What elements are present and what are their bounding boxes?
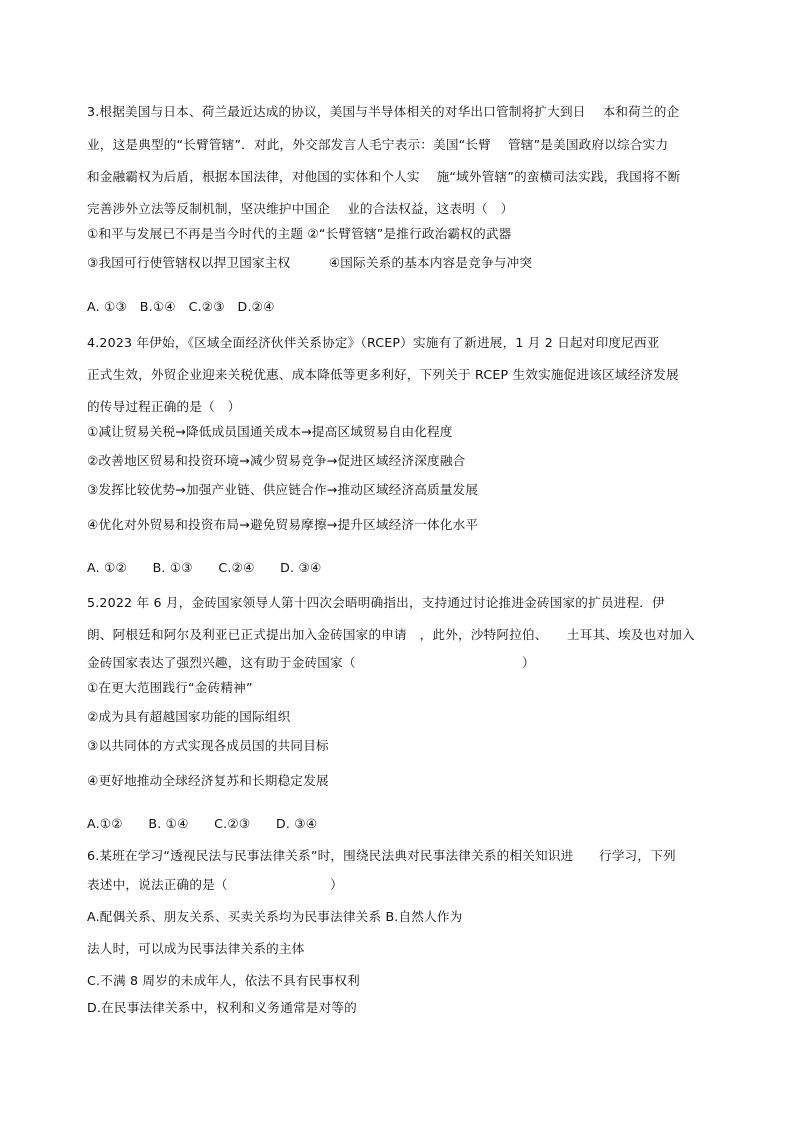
q4-stem-line-2: 正式生效，外贸企业迎来关税优惠、成本降低等更多利好，下列关于 RCEP 生效实施促进该区域经济发展 bbox=[87, 367, 679, 382]
q5-stem-line-3: 金砖国家表达了强烈兴趣，这有助于金砖国家（ ） bbox=[87, 655, 535, 670]
q5-stem-line-1: 5.2022 年 6 月，金砖国家领导人第十四次会晤明确指出，支持通过讨论推进金砖国家的扩员进程．伊 bbox=[87, 595, 665, 610]
q6-option-line-1: A.配偶关系、朋友关系、买卖关系均为民事法律关系 B.自然人作为 bbox=[87, 909, 463, 924]
q4-option-line-3: ③发挥比较优势→加强产业链、供应链合作→推动区域经济高质量发展 bbox=[87, 482, 479, 497]
q3-option-line-1: ①和平与发展已不再是当今时代的主题 ②“长臂管辖”是推行政治霸权的武器 bbox=[87, 226, 512, 241]
q6-option-line-4: D.在民事法律关系中，权利和义务通常是对等的 bbox=[87, 1000, 357, 1015]
q4-stem-line-3: 的传导过程正确的是（ ） bbox=[87, 399, 241, 414]
q5-option-line-4: ④更好地推动全球经济复苏和长期稳定发展 bbox=[87, 773, 329, 788]
q3-answer-choices: A. ①③ B.①④ C.②③ D.②④ bbox=[87, 299, 275, 314]
q6-stem-line-2: 表述中，说法正确的是（ ） bbox=[87, 877, 343, 892]
q3-stem-line-3: 和金融霸权为后盾，根据本国法律，对他国的实体和个人实 施“域外管辖”的蛮横司法实践，我国将不断 bbox=[87, 169, 681, 184]
q4-option-line-2: ②改善地区贸易和投资环境→减少贸易竞争→促进区域经济深度融合 bbox=[87, 453, 466, 468]
q4-stem-line-1: 4.2023 年伊始，《区域全面经济伙伴关系协定》（RCEP）实施有了新进展，1 月 2 日起对印度尼西亚 bbox=[87, 335, 660, 350]
q4-option-line-4: ④优化对外贸易和投资布局→避免贸易摩擦→提升区域经济一体化水平 bbox=[87, 517, 479, 532]
q6-option-line-2: 法人时，可以成为民事法律关系的主体 bbox=[87, 941, 305, 956]
q3-stem-line-2: 业，这是典型的“长臂管辖”．对此，外交部发言人毛宁表示：美国“长臂 管辖”是美国政府以综合实力 bbox=[87, 137, 669, 152]
q5-stem-line-2: 朗、阿根廷和阿尔及利亚已正式提出加入金砖国家的申请 ，此外，沙特阿拉伯、 土耳其、埃及也对加入 bbox=[87, 627, 695, 642]
q5-option-line-1: ①在更大范围践行“金砖精神” bbox=[87, 680, 253, 695]
q3-stem-line-1: 3.根据美国与日本、荷兰最近达成的协议，美国与半导体相关的对华出口管制将扩大到日 本和荷兰的企 bbox=[87, 104, 680, 119]
q6-stem-line-1: 6.某班在学习“透视民法与民事法律关系”时，围绕民法典对民事法律关系的相关知识进 行学习，下列 bbox=[87, 848, 676, 863]
q3-option-line-2: ③我国可行使管辖权以捍卫国家主权 ④国际关系的基本内容是竞争与冲突 bbox=[87, 255, 533, 270]
q3-stem-line-4: 完善涉外立法等反制机制，坚决维护中国企 业的合法权益，这表明（ ） bbox=[87, 201, 514, 216]
q4-option-line-1: ①减让贸易关税→降低成员国通关成本→提高区域贸易自由化程度 bbox=[87, 424, 453, 439]
q4-answer-choices: A. ①② B. ①③ C.②④ D. ③④ bbox=[87, 560, 322, 575]
q5-answer-choices: A.①② B. ①④ C.②③ D. ③④ bbox=[87, 816, 318, 831]
q6-option-line-3: C.不满 8 周岁的未成年人，依法不具有民事权利 bbox=[87, 973, 360, 988]
q5-option-line-2: ②成为具有超越国家功能的国际组织 bbox=[87, 709, 291, 724]
q5-option-line-3: ③以共同体的方式实现各成员国的共同目标 bbox=[87, 738, 329, 753]
